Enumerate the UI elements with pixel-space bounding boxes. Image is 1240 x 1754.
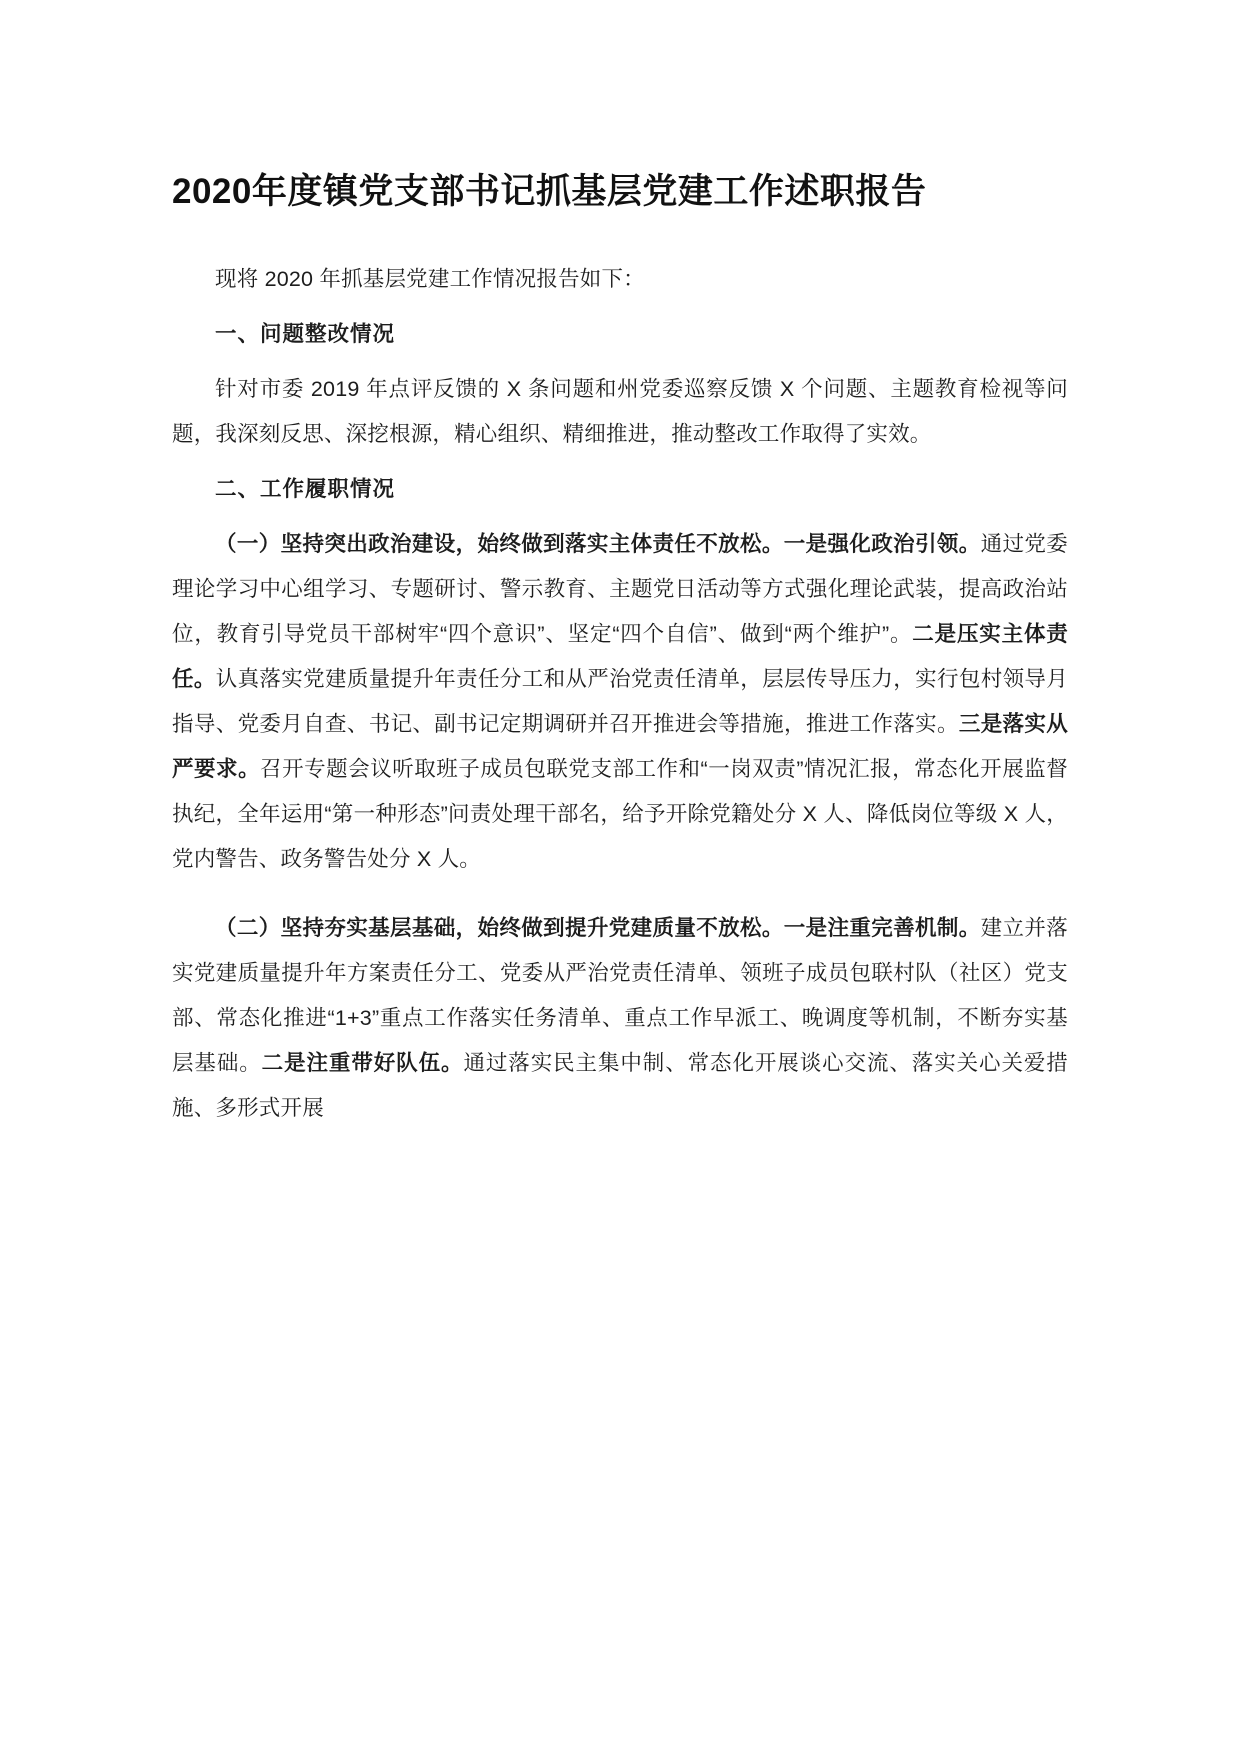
emphasis-run: （一）坚持突出政治建设，始终做到落实主体责任不放松。一是强化政治引领。 bbox=[215, 532, 981, 557]
body-paragraph bbox=[172, 906, 1068, 1131]
body-paragraph bbox=[172, 522, 1068, 882]
page-title: 2020年度镇党支部书记抓基层党建工作述职报告 bbox=[172, 172, 927, 211]
body-paragraph bbox=[172, 367, 1068, 457]
section-heading: 二、工作履职情况 bbox=[215, 477, 396, 502]
lead-paragraph: 现将 2020 年抓基层党建工作情况报告如下： bbox=[215, 267, 645, 292]
text-run: 召开专题会议听取班子成员包联党支部工作和“一岗双责”情况汇报，常态化开展监督执纪，全年运用“第一种形态”问责处理干部名，给予开除党籍处分 X 人、降低岗位等级 X 人，党内警告、政务警告处分 X 人。 bbox=[172, 757, 1068, 872]
text-run: 针对市委 2019 年点评反馈的 X 条问题和州党委巡察反馈 X 个问题、主题教育检视等问题，我深刻反思、深挖根源，精心组织、精细推进，推动整改工作取得了实效。 bbox=[172, 377, 1068, 447]
text-run: 通过落实民主集中制、常态化开展谈心交流、落实关心关爱措施、多形式开展 bbox=[172, 1051, 1068, 1121]
text-run: 通过党委理论学习中心组学习、专题研讨、警示教育、主题党日活动等方式强化理论武装，提高政治站位，教育引导党员干部树牢“四个意识”、坚定“四个自信”、做到“两个维护”。 bbox=[172, 532, 1068, 647]
text-run: 认真落实党建质量提升年责任分工和从严治党责任清单，层层传导压力，实行包村领导月指导、党委月自查、书记、副书记定期调研并召开推进会等措施，推进工作落实。 bbox=[172, 667, 1068, 737]
document-body bbox=[172, 312, 1068, 1131]
emphasis-run: （二）坚持夯实基层基础，始终做到提升党建质量不放松。一是注重完善机制。 bbox=[215, 916, 981, 941]
emphasis-run: 二是注重带好队伍。 bbox=[261, 1051, 464, 1076]
emphasis-run: 三是落实从严要求。 bbox=[172, 712, 1068, 782]
section-heading: 一、问题整改情况 bbox=[215, 322, 396, 347]
paragraph-spacer bbox=[172, 892, 1068, 906]
text-run: 建立并落实党建质量提升年方案责任分工、党委从严治党责任清单、领班子成员包联村队（社区）党支部、常态化推进“1+3”重点工作落实任务清单、重点工作早派工、晚调度等机制，不断夯实基层基础。 bbox=[172, 916, 1068, 1076]
emphasis-run: 二是压实主体责任。 bbox=[172, 622, 1068, 692]
